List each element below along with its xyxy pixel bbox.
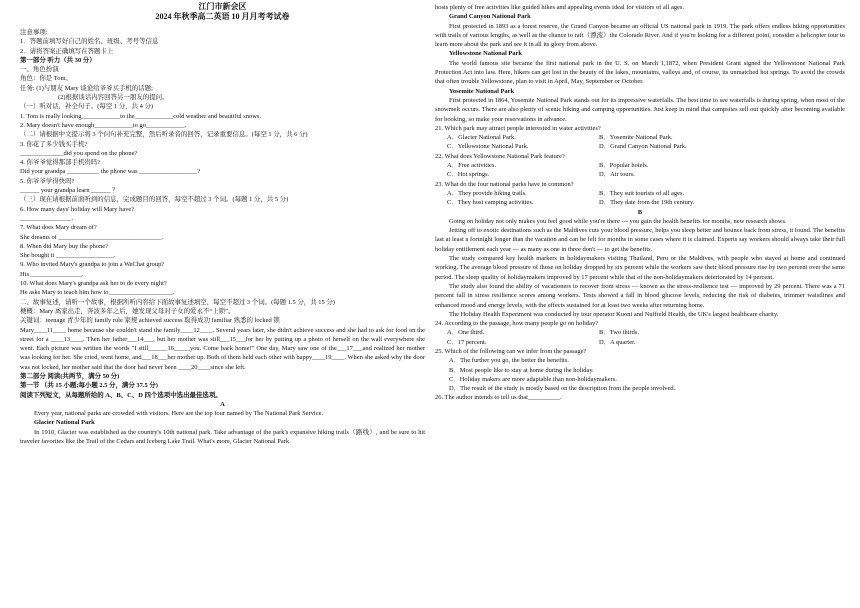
text-line: （一）听对话，补全句子。(每空 1 分，共 4 分)	[20, 103, 154, 111]
text-line: ______ your grandpa learn ______ ？	[20, 187, 119, 195]
paragraph: First protected in 1864, Yosemite National Park stands out for its impressive waterfalls. The best time to see waterfalls is during spring, when most of the snowmelt occurs. There are also plenty of scenic hiking and camping opportunities. Just keep in mind that campsites sell out quickly after becoming available for booking, so make your reservations in advance.	[435, 96, 845, 123]
text-line: She bought it __________________.	[20, 252, 116, 260]
text-line: 1. Tom is really looking____________to the____________cold weather and beautiful snows.	[20, 112, 261, 120]
text-line: (2)根据谈话内容回答另一朋友的提问。	[58, 94, 169, 102]
section-heading: Glacier National Park	[34, 419, 95, 427]
option-row	[435, 133, 845, 142]
paragraph: First protected in 1893 as a forest reserve, the Grand Canyon became an official US national park in 1919. The park offers endless hiking opportunities with trails of various lengths, as well as the chance to raft（漂流）the Colorado River. And if you're looking for a different point, consider a helicopter tour to learn more about the park and see it in all its glory from above.	[435, 22, 845, 49]
text-line: C．Holiday makers are more adaptable than non-holidaymakers.	[449, 375, 617, 383]
exam-title: 2024 年秋季高二英语 10 月月考考试卷	[155, 12, 290, 21]
option: A．Glacier National Park.	[447, 134, 516, 142]
option: D．Air tours.	[599, 171, 635, 179]
option-row	[435, 142, 845, 151]
text-line: Every year, national parks are crowded with visitors. Here are the top four named by The National Park Service.	[34, 410, 324, 418]
text-line: 22. What does Yellowstone National Park feature?	[435, 152, 565, 160]
paragraph: The Holiday Health Experiment was conducted by tour operator Kuoni and Nuffield Health, the UK's largest healthcare charity.	[449, 310, 779, 318]
text-line: （二）请根据中文提示将 3 个问句补充完整，然后听录音的回答，记录重要信息。(每空 1 分，共 6 分)	[20, 131, 308, 139]
option: D．They date from the 19th century.	[599, 199, 695, 207]
text-line: ________________.	[20, 214, 74, 222]
option: B．Yosemite National Park.	[599, 134, 673, 142]
option-row	[435, 189, 845, 198]
option: D．A quarter.	[599, 338, 636, 346]
left-column	[20, 2, 425, 446]
option-row	[435, 161, 845, 170]
paragraph: The study also found the ability of vacationers to recover from stress — known as the stress-resilience test — improved by 29 percent. There was a 71 percent fall in stress resilience scores among workers. Tests showed a fall in blood glucose levels, reducing the risk of diabetes, trimmer waistlines and enhanced mood and energy levels, with the effects sustained for at least two weeks after returning home.	[435, 282, 845, 309]
text-line: 二、故事复述，请听一个故事，根据所听内容给下面故事复述填空，每空不超过 3 个词。(每题 1.5 分，共 15 分)	[20, 298, 335, 306]
option: B．They suit tourists of all ages.	[599, 189, 685, 197]
text-line: She dreams of ________________________________.	[20, 233, 164, 241]
text-line: _______ ______did you spend on the phone?	[20, 149, 138, 157]
text-line: 角色：你是 Tom。	[20, 75, 72, 83]
option: C．They host camping activities.	[447, 199, 534, 207]
text-line: 2. Mary doesn't have enough____________to go____________.	[20, 121, 187, 129]
paragraph: Jetting off to exotic destinations such as the Maldives cuts your blood pressure, helps you sleep better and bounce back from stress, it found. The benefits last at least a fortnight longer than the vacation and can be felt for months in some cases where it is claimed. Experts say workers should always take their full holiday entitlement each year — as many as one in three don't — to get the benefits.	[435, 227, 845, 253]
paragraph: Mary____11____ home because she couldn't stand the family____12____. Several years later, she didn't achieve success and she had to ask for food on the street for a ____13____. Then her father___14___, but her mother was still___15___for her by putting up a photo of herself on the wall everywhere she went. Each picture was written the words "I still______16_____you. Come back home!" One day, Mary saw one of the___17___and realized her mother was looking for her. She cried, went home, and___18___her mother up. Both of them held each other with happy____19____. When she asked why the door was not locked, her mother said that the door had never been ____20____since she left.	[20, 326, 425, 371]
option-row	[435, 328, 845, 337]
text-line: 25. Which of the following can we infer from the passage?	[435, 347, 587, 355]
option: D．Grand Canyon National Park.	[599, 143, 687, 151]
option: C．Yellowstone National Park.	[447, 143, 529, 151]
paragraph: hosts plenty of free activities like guided hikes and appealing events ideal for visitors of all ages.	[435, 4, 685, 11]
text-line: D．The result of the study is mostly based on the description from the people involved.	[449, 385, 676, 393]
text-line: Did your grandpa __________ the phone was __________________?	[20, 168, 201, 176]
right-column	[435, 3, 845, 403]
option: B．Two thirds.	[599, 329, 639, 337]
text-line: 任务: (1)与朋友 Mary 谈论给爷爷买手机的话题;	[20, 84, 153, 92]
option: A．One third.	[447, 329, 485, 337]
text-line: 9. Who invited Mary's grandpa to join a WeChat group?	[20, 261, 165, 269]
text-line: B．Most people like to stay at home during the holiday.	[449, 366, 594, 374]
option: A．They provide hiking trails.	[447, 189, 527, 197]
text-line: 5. 你爷爷学得快吗?	[20, 177, 75, 185]
text-line: 梗概：Mary 离家出走，奔波多年之后，她发现父母对子女的爱永不“上锁”。	[20, 307, 235, 315]
text-line: 24. According to the passage, how many people go on holiday?	[435, 320, 599, 328]
section-heading: A	[220, 400, 225, 408]
option-row	[435, 198, 845, 207]
text-line: He asks Mary to teach him how to____________________.	[20, 289, 175, 297]
text-line: 7. What does Mary dream of?	[20, 224, 97, 232]
section-heading: B	[637, 208, 643, 216]
option-row	[435, 170, 845, 179]
section-heading: 第一部分 听力（共 30 分）	[20, 56, 96, 64]
option: C．17 percent.	[447, 338, 487, 346]
option: A．Free activities.	[447, 162, 496, 170]
section-heading: Yellowstone National Park	[449, 50, 522, 58]
text-line: 一、角色扮演	[20, 66, 59, 74]
text-line: 1．答题前填写好自己的姓名、班级、考号等信息	[20, 38, 159, 46]
text-line: 23. What do the four national parks have in common?	[435, 180, 574, 188]
paragraph: In 1910, Glacier was established as the country's 10th national park. Take advantage of the park's expansive hiking trails（路线）, and be sure to hit traveler favorites like the Trail of the Cedars and Iceberg Lake Trail. What's more, Glacier National Park	[20, 428, 425, 446]
section-heading: Grand Canyon National Park	[449, 13, 531, 21]
school-name: 江门市新会区	[198, 2, 247, 11]
text-line: 注意事项:	[20, 29, 48, 36]
option: C．Hot springs.	[447, 171, 490, 179]
paragraph: The world famous site became the first national park in the U. S. on March 1,1872, when President Grant signed the Yellowstone National Park Protection Act into law. Here, hikers can get lost in the beauty of the lakes, mountains, valleys and, of course, its unmatched hot springs. To avoid the crowds that often trouble Yellowstone, plan to visit in April, May, September or October.	[435, 59, 845, 86]
paragraph: Going on holiday not only makes you feel good while you're there --- you gain the health benefits for months, new research shows.	[449, 217, 787, 225]
section-heading: 第一节 （共 15 小题;每小题 2.5 分，满分 37.5 分)	[20, 382, 158, 390]
text-line: 26. The author intends to tell us that__________.	[435, 394, 562, 402]
text-line: 关键词：teenage 青少年的 family rule 家规 achieved success 取得成功 familiar 熟悉的 locked 锁	[20, 317, 280, 325]
text-line: （三）现在请根据前面听到的信息，完成题目的回答，每空不超过 3 个词。(每题 1 分，共 5 分)	[20, 196, 289, 204]
section-heading: Yosemite National Park	[449, 87, 515, 95]
paragraph: The study compared key health markers in holidaymakers visiting Thailand, Peru or the Maldives, with people who stayed at home and continued working. The average blood pressure of those on holiday dropped by six percent while the workers saw their blood pressure rise by two percent over the same period. The sleep quality of holidaymakers improved by 17 percent while that of the non-holidaymakers deteriorated by 14 percent.	[435, 255, 845, 281]
text-line: His ________________.	[20, 270, 84, 278]
section-heading: 第二部分 阅读(共两节，满分 50 分)	[20, 372, 120, 380]
text-line: 4. 你爷爷觉得那部手机贵吗?	[20, 159, 101, 167]
text-line: A．The further you go, the better the benefits.	[449, 357, 569, 365]
text-line: 6. How many days' holiday will Mary have?	[20, 205, 135, 213]
section-heading: 阅读下列短文，从每题所给的 A、B、C、D 四个选项中选出最佳选项。	[20, 391, 222, 399]
text-line: 10. What does Mary's grandpa ask her to do every night?	[20, 280, 167, 288]
option: B．Popular hotels.	[599, 162, 649, 170]
text-line: 3. 你花了多少钱买手机?	[20, 140, 88, 148]
option-row	[435, 338, 845, 347]
text-line: 21. Which park may attract people interested in water activities?	[435, 124, 601, 132]
text-line: 8. When did Mary buy the phone?	[20, 242, 109, 250]
text-line: 2．请将答案正确填写在答题卡上	[20, 47, 114, 55]
